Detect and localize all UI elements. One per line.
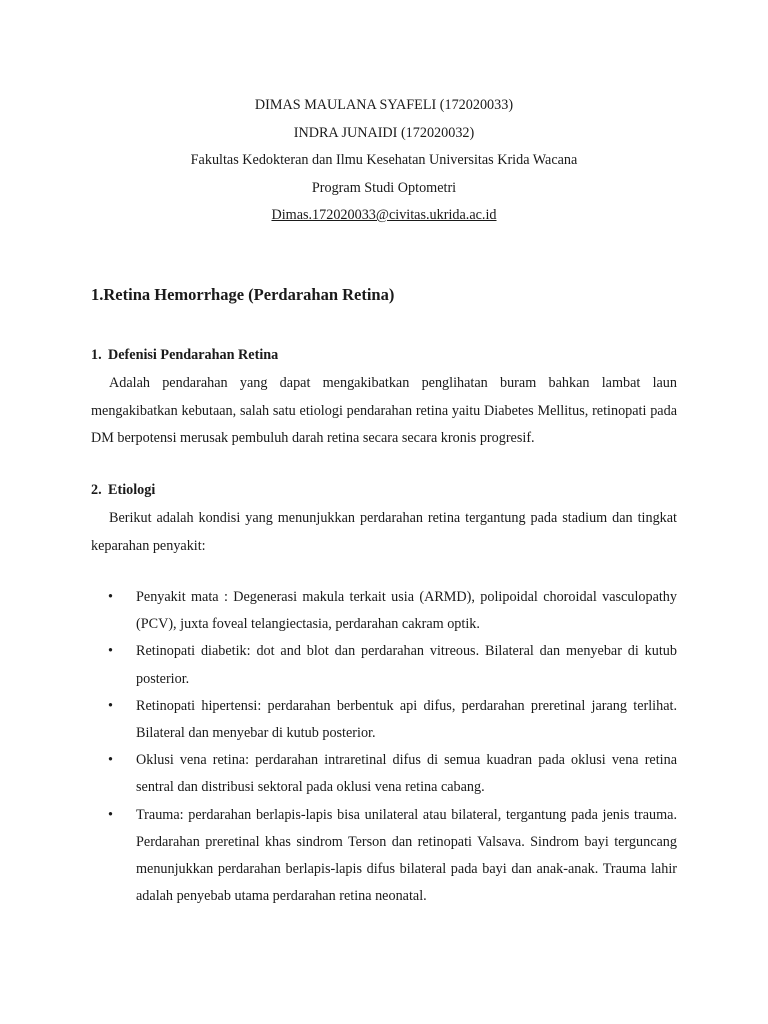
list-item — [91, 747, 677, 801]
bullet-icon: • — [108, 643, 113, 660]
list-item — [91, 584, 677, 638]
list-item-text: Trauma: perdarahan berlapis-lapis bisa unilateral atau bilateral, tergantung pada jenis trauma. Perdarahan preretinal khas sindrom Terson dan retinopati Valsava. Sindrom bayi terguncang menunjukkan perdarahan berlapis-lapis difus bilateral pada bayi dan anak-anak. Trauma lahir adalah penyebab utama perdarahan retina neonatal. — [136, 806, 677, 905]
bullet-icon: • — [108, 697, 113, 714]
subsection-number: 1. — [91, 347, 102, 363]
subsection-title: Etiologi — [108, 482, 156, 498]
document-header — [0, 92, 768, 230]
author-line-1: DIMAS MAULANA SYAFELI (172020033) — [254, 97, 514, 113]
bullet-icon: • — [108, 752, 113, 769]
author-line-2: INDRA JUNAIDI (172020032) — [293, 124, 475, 141]
etiology-paragraph: Berikut adalah kondisi yang menunjukkan perdarahan retina tergantung pada stadium dan tingkat keparahan penyakit: — [91, 510, 677, 554]
list-item — [91, 638, 677, 692]
bullet-icon: • — [108, 589, 113, 605]
subsection-heading-etiology — [91, 482, 155, 499]
bullet-icon: • — [108, 806, 113, 823]
list-item-text: Retinopati hipertensi: perdarahan berbentuk api difus, perdarahan preretinal jarang terlihat. Bilateral dan menyebar di kutub posterior. — [136, 697, 677, 742]
list-item — [91, 693, 677, 747]
subsection-number: 2. — [91, 482, 102, 498]
list-item-text: Retinopati diabetik: dot and blot dan perdarahan vitreous. Bilateral dan menyebar di kutub posterior. — [136, 643, 677, 687]
faculty-line: Fakultas Kedokteran dan Ilmu Kesehatan Universitas Krida Wacana — [190, 152, 578, 168]
list-item-text: Penyakit mata : Degenerasi makula terkait usia (ARMD), polipoidal choroidal vasculopathy (PCV), juxta foveal telangiectasia, perdarahan cakram optik. — [136, 589, 677, 633]
list-item — [91, 802, 677, 911]
subsection-heading-definition — [91, 347, 278, 364]
list-item-text: Oklusi vena retina: perdarahan intraretinal difus di semua kuadran pada oklusi vena retina sentral dan distribusi sektoral pada oklusi vena retina cabang. — [136, 752, 677, 796]
definition-paragraph: Adalah pendarahan yang dapat mengakibatkan penglihatan buram bahkan lambat laun mengakibatkan kebutaan, salah satu etiologi pendarahan retina yaitu Diabetes Mellitus, retinopati pada DM berpotensi merusak pembuluh darah retina secara secara kronis progresif. — [91, 375, 677, 446]
subsection-title: Defenisi Pendarahan Retina — [108, 347, 279, 363]
section-title: 1.Retina Hemorrhage (Perdarahan Retina) — [91, 285, 395, 304]
etiology-bullet-list — [91, 584, 677, 910]
program-line: Program Studi Optometri — [311, 179, 457, 196]
email-link[interactable]: Dimas.172020033@civitas.ukrida.ac.id — [271, 207, 497, 223]
